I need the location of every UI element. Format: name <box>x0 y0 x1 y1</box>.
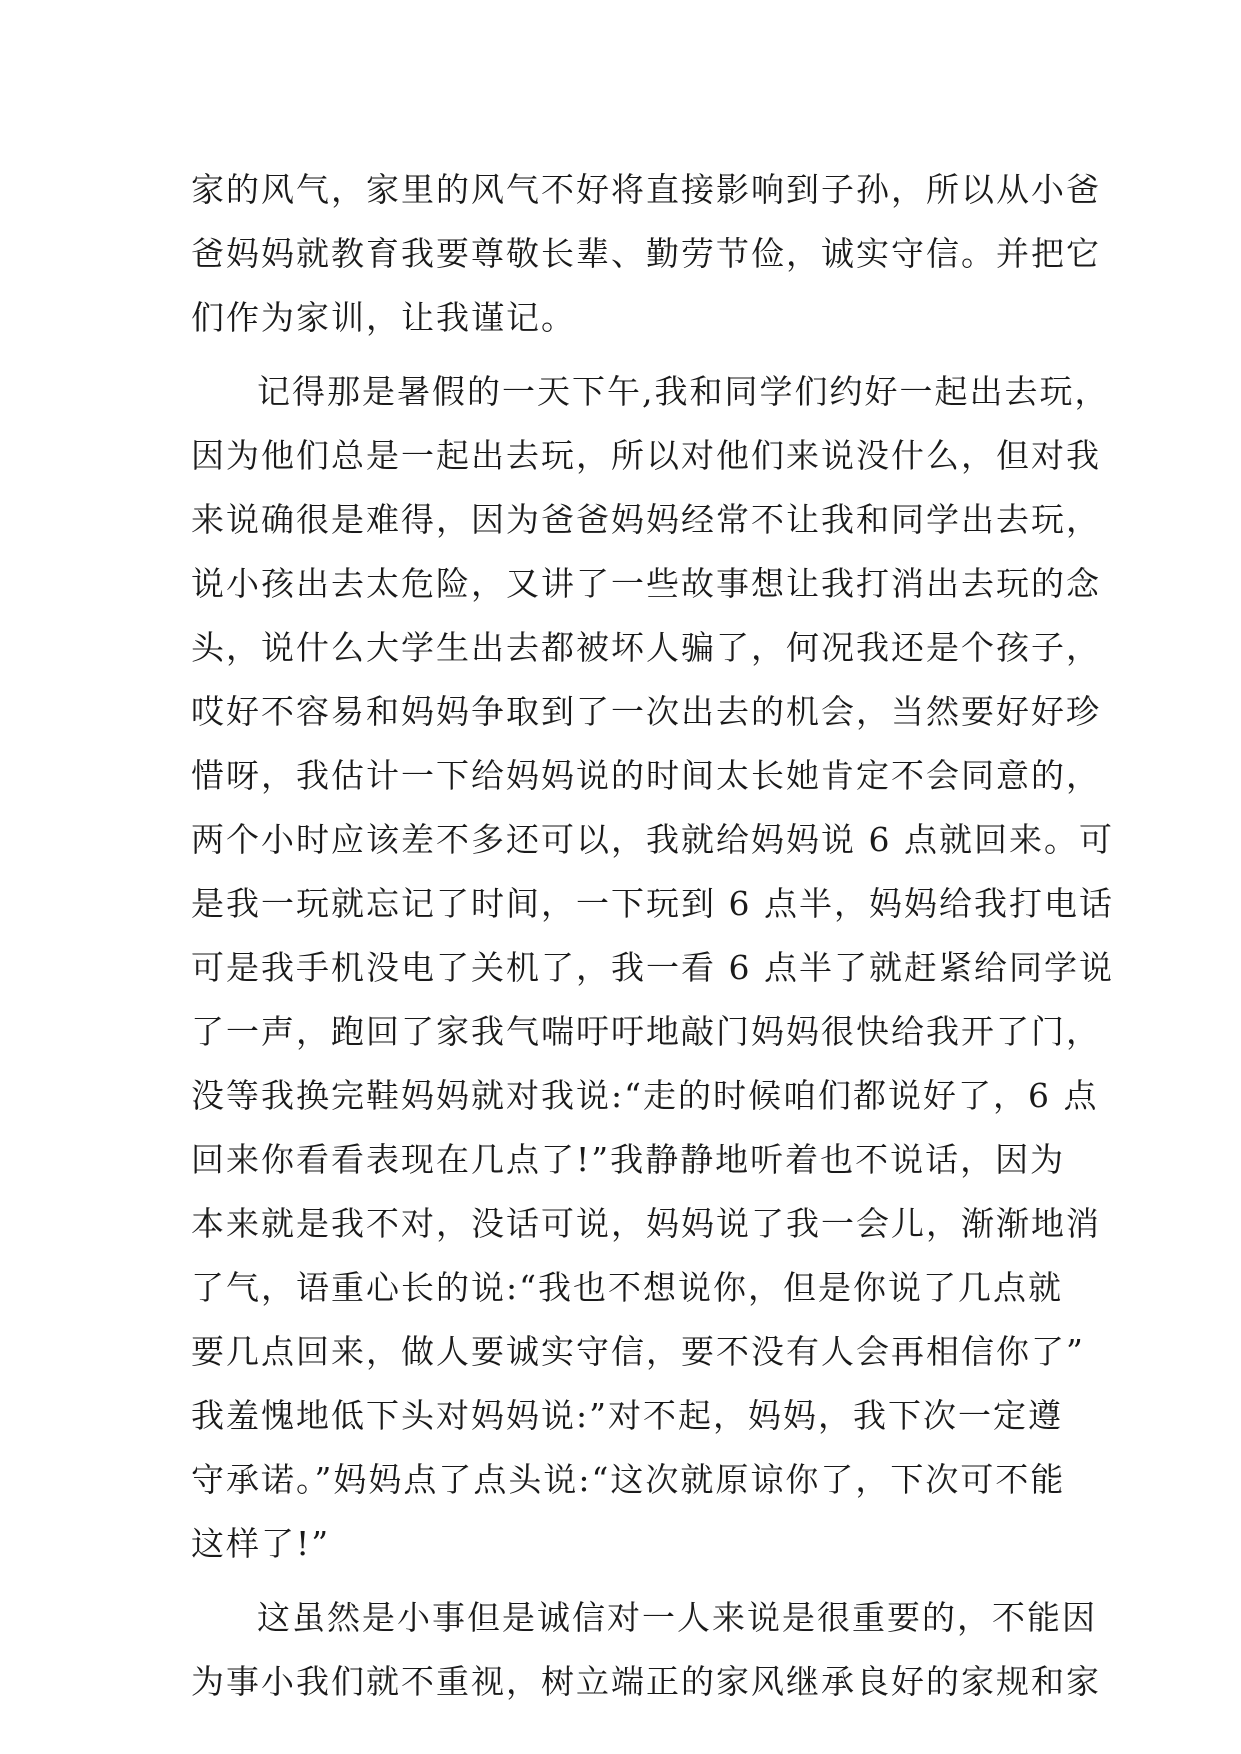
paragraph-3 <box>191 1586 1101 1714</box>
text-line: 因为他们总是一起出去玩，所以对他们来说没什么，但对我 <box>191 436 1101 475</box>
paragraph-gap <box>191 1576 1051 1586</box>
paragraph-gap <box>191 350 1051 360</box>
text-line: 爸妈妈就教育我要尊敬长辈、勤劳节俭，诚实守信。并把它 <box>191 234 1101 273</box>
text-line: 这虽然是小事但是诚信对一人来说是很重要的，不能因 <box>257 1598 1097 1637</box>
text-line: 惜呀，我估计一下给妈妈说的时间太长她肯定不会同意的， <box>191 756 1101 795</box>
text-line: 为事小我们就不重视，树立端正的家风继承良好的家规和家 <box>191 1662 1101 1701</box>
document-body <box>191 158 1114 1714</box>
paragraph-1 <box>191 158 1101 350</box>
text-line: 说小孩出去太危险，又讲了一些故事想让我打消出去玩的念 <box>191 564 1101 603</box>
text-line: 了气，语重心长的说:“我也不想说你，但是你说了几点就 <box>191 1268 1063 1307</box>
paragraph-2 <box>191 360 1114 1576</box>
text-line: 我羞愧地低下头对妈妈说:”对不起，妈妈，我下次一定遵 <box>191 1396 1063 1435</box>
text-line: 是我一玩就忘记了时间，一下玩到 6 点半，妈妈给我打电话 <box>191 884 1114 923</box>
text-line: 没等我换完鞋妈妈就对我说:“走的时候咱们都说好了，6 点 <box>191 1076 1099 1115</box>
text-line: 两个小时应该差不多还可以，我就给妈妈说 6 点就回来。可 <box>191 820 1114 859</box>
text-line: 可是我手机没电了关机了，我一看 6 点半了就赶紧给同学说 <box>191 948 1114 987</box>
text-line: 们作为家训，让我谨记。 <box>191 298 576 337</box>
text-line: 来说确很是难得，因为爸爸妈妈经常不让我和同学出去玩， <box>191 500 1101 539</box>
text-line: 这样了!” <box>191 1524 331 1563</box>
text-line: 本来就是我不对，没话可说，妈妈说了我一会儿，渐渐地消 <box>191 1204 1101 1243</box>
text-line: 守承诺。”妈妈点了点头说:“这次就原谅你了，下次可不能 <box>191 1460 1066 1499</box>
text-line: 记得那是暑假的一天下午,我和同学们约好一起出去玩， <box>257 372 1110 411</box>
text-line: 了一声，跑回了家我气喘吁吁地敲门妈妈很快给我开了门， <box>191 1012 1101 1051</box>
text-line: 要几点回来，做人要诚实守信，要不没有人会再相信你了” <box>191 1332 1085 1371</box>
text-line: 回来你看看表现在几点了!”我静静地听着也不说话，因为 <box>191 1140 1066 1179</box>
text-line: 家的风气，家里的风气不好将直接影响到子孙，所以从小爸 <box>191 170 1101 209</box>
text-line: 头，说什么大学生出去都被坏人骗了，何况我还是个孩子， <box>191 628 1101 667</box>
text-line: 哎好不容易和妈妈争取到了一次出去的机会，当然要好好珍 <box>191 692 1101 731</box>
